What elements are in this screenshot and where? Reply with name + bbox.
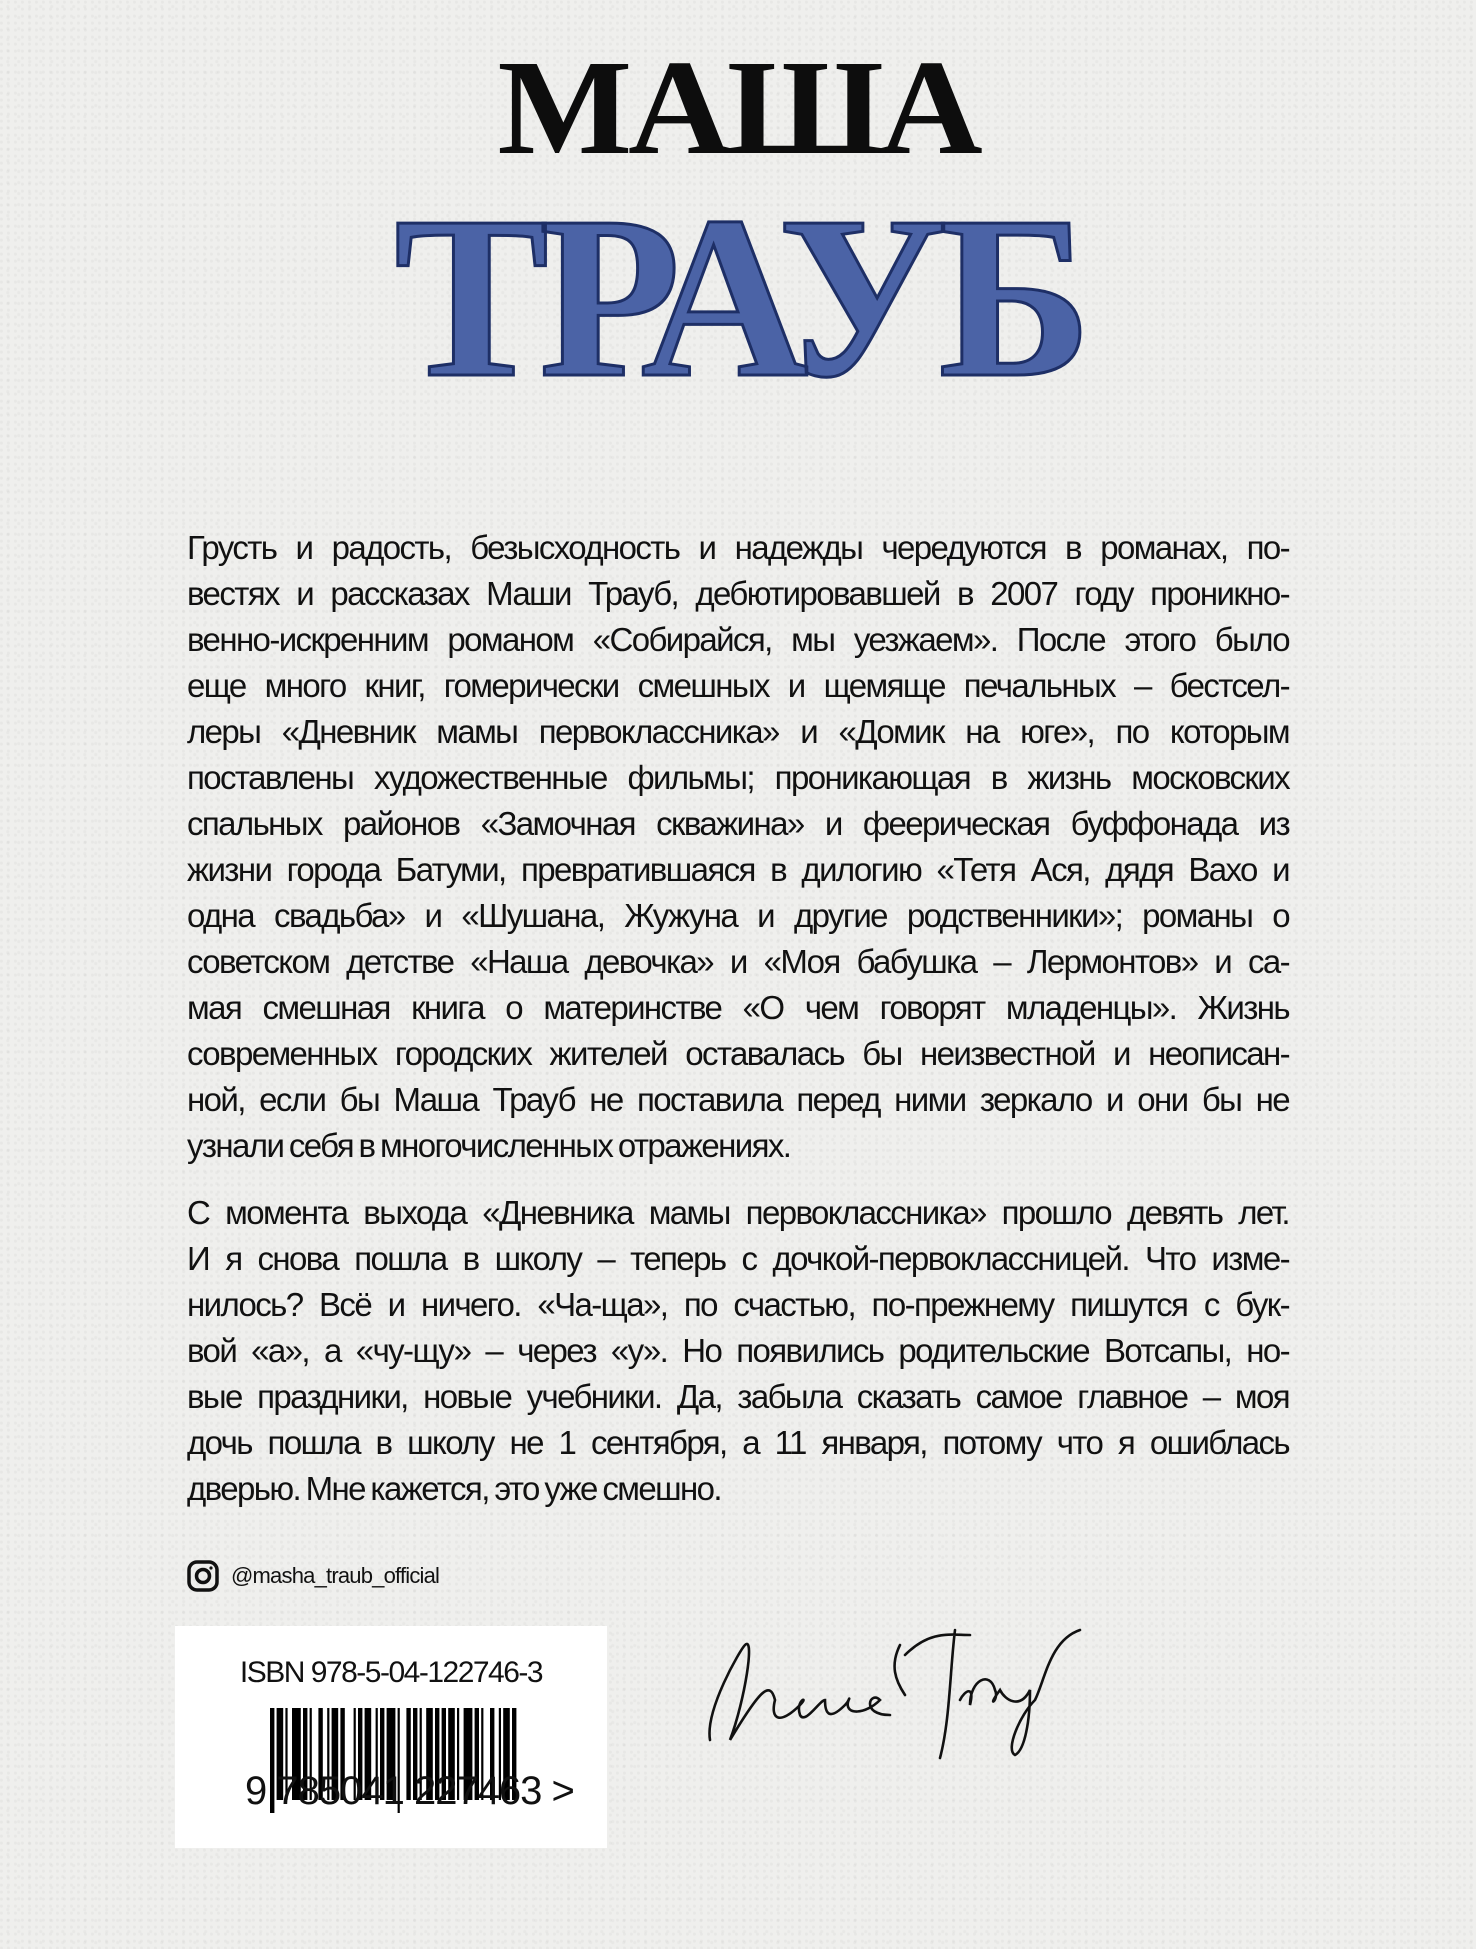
author-first-name: МАША — [497, 33, 979, 183]
instagram-handle — [187, 1560, 439, 1592]
description-paragraph-1 — [187, 525, 1289, 1169]
barcode-digits: 9 785041 227463 > — [245, 1769, 574, 1813]
instagram-handle-text: @masha_traub_official — [231, 1563, 440, 1588]
text-line: еще много книг, гомерически смешных и щемяще печальных – бестсел- — [187, 667, 1289, 704]
text-line: вые праздники, новые учебники. Да, забыла сказать самое главное – моя — [187, 1378, 1289, 1415]
author-last-name: ТРАУБ — [394, 169, 1082, 426]
text-line: дочь пошла в школу не 1 сентября, а 11 января, потому что я ошиблась — [187, 1424, 1289, 1461]
text-line: вой «а», а «чу-щу» – через «у». Но появились родительские Вотсапы, но- — [187, 1332, 1289, 1369]
text-line: С момента выхода «Дневника мамы первоклассника» прошло девять лет. — [187, 1194, 1289, 1231]
text-line: поставлены художественные фильмы; проникающая в жизнь московских — [187, 759, 1289, 796]
text-line: Грусть и радость, безысходность и надежды чередуются в романах, по- — [187, 529, 1289, 566]
isbn-text: ISBN 978-5-04-122746-3 — [239, 1656, 543, 1689]
instagram-icon — [187, 1560, 219, 1592]
text-line: нилось? Всё и ничего. «Ча-ща», по счастью, по-прежнему пишутся с бук- — [187, 1286, 1289, 1323]
description-paragraph-2 — [187, 1190, 1289, 1512]
text-line: спальных районов «Замочная скважина» и феерическая буффонада из — [187, 805, 1289, 842]
text-line: одна свадьба» и «Шушана, Жужуна и другие родственники»; романы о — [187, 897, 1289, 934]
text-line: мая смешная книга о материнстве «О чем говорят младенцы». Жизнь — [187, 989, 1289, 1026]
text-line: леры «Дневник мамы первоклассника» и «Домик на юге», по которым — [187, 713, 1289, 750]
isbn-barcode — [175, 1626, 607, 1848]
text-line: узнали себя в многочисленных отражениях. — [187, 1127, 791, 1164]
text-line: вестях и рассказах Маши Трауб, дебютировавшей в 2007 году проникно- — [187, 575, 1289, 612]
text-line: жизни города Батуми, превратившаяся в дилогию «Тетя Ася, дядя Вахо и — [187, 851, 1289, 888]
text-line: советском детстве «Наша девочка» и «Моя бабушка – Лермонтов» и са- — [187, 943, 1289, 980]
text-line: дверью. Мне кажется, это уже смешно. — [187, 1470, 721, 1507]
text-line: ной, если бы Маша Трауб не поставила перед ними зеркало и они бы не — [187, 1081, 1289, 1118]
text-line: венно-искренним романом «Собирайся, мы уезжаем». После этого было — [187, 621, 1289, 658]
author-signature — [700, 1620, 1170, 1790]
text-line: современных городских жителей оставалась бы неизвестной и неописан- — [187, 1035, 1289, 1072]
text-line: И я снова пошла в школу – теперь с дочкой-первоклассницей. Что изме- — [187, 1240, 1289, 1277]
